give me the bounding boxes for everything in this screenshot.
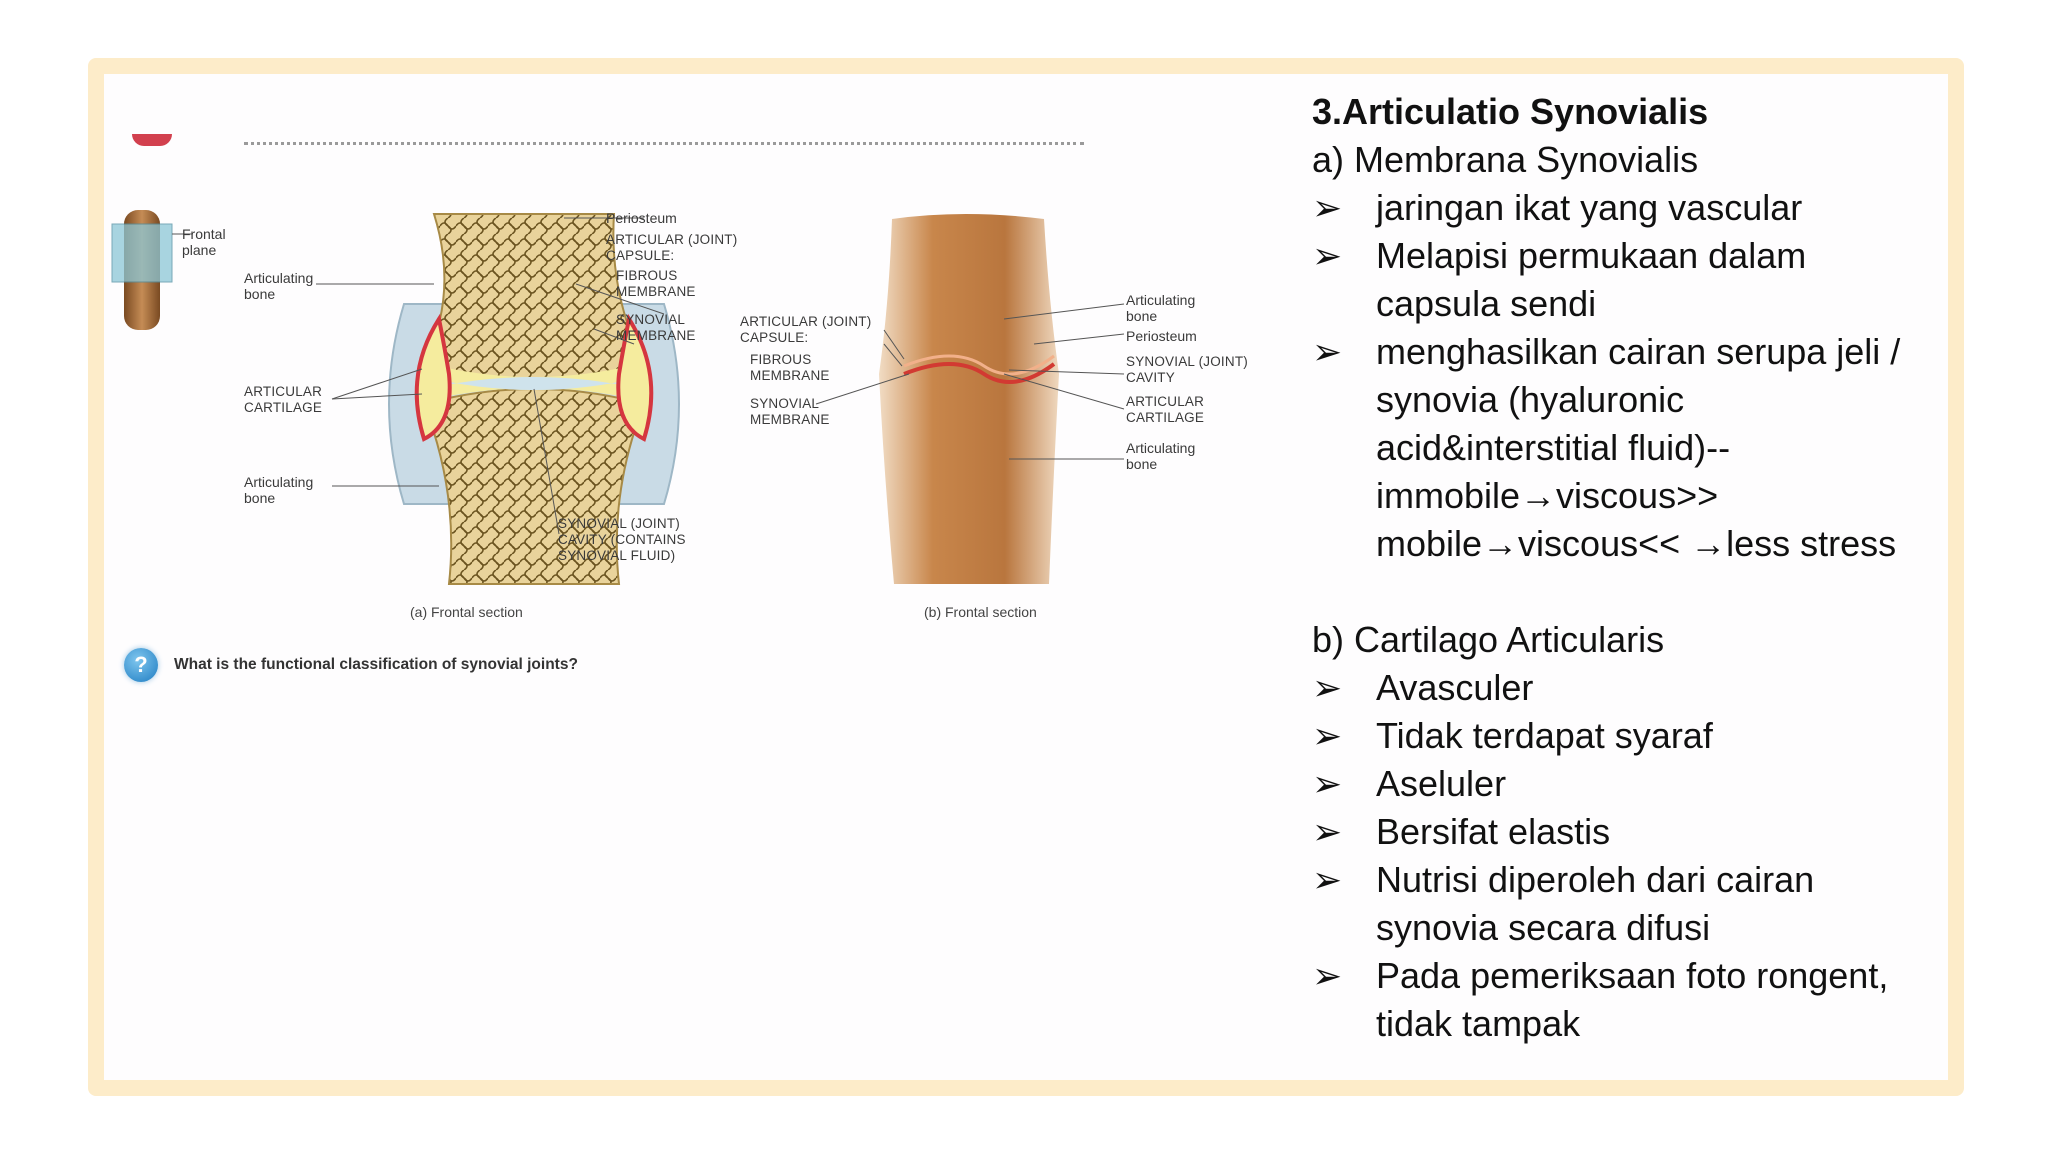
label-synovial-membrane-a: SYNOVIAL MEMBRANE — [616, 312, 696, 343]
label-periosteum-b: Periosteum — [1126, 328, 1197, 344]
label-articulating-bone-bottom-b: Articulating bone — [1126, 440, 1196, 472]
synovial-joint-figure — [104, 74, 1304, 794]
review-question — [124, 648, 578, 682]
arrow-bullet-icon: ➢ — [1312, 667, 1343, 708]
slide-content — [104, 74, 1948, 1080]
joint-illustration — [104, 74, 1304, 794]
section-a-bullet — [1312, 328, 1972, 568]
caption-b: (b) Frontal section — [924, 604, 1037, 620]
section-a-bullets — [1312, 184, 1972, 568]
label-synovial-cavity-a: SYNOVIAL (JOINT) CAVITY (CONTAINS SYNOVIAL FLUID) — [558, 516, 686, 563]
arrow-bullet-icon: ➢ — [1312, 715, 1343, 756]
slide-frame — [88, 58, 1964, 1096]
label-fibrous-membrane-a: FIBROUS MEMBRANE — [616, 268, 696, 299]
finger-thumbnail — [112, 210, 192, 330]
section-spacer — [1312, 568, 1972, 616]
label-articulating-bone-top-a: Articulating bone — [244, 270, 314, 302]
section-b-bullets — [1312, 664, 1972, 1048]
section-a-bullet — [1312, 184, 1972, 232]
section-a-bullet-text: jaringan ikat yang vascular — [1376, 187, 1803, 228]
section-a-bullet-text: menghasilkan cairan serupa jeli / synovia (hyaluronic acid&interstitial fluid)-- immobile→viscous>> mobile→viscous<< →less stress — [1376, 331, 1901, 564]
section-b-bullet — [1312, 808, 1972, 856]
label-synovial-cavity-b: SYNOVIAL (JOINT) CAVITY — [1126, 354, 1248, 385]
section-b-bullet-text: Bersifat elastis — [1376, 811, 1611, 852]
label-articular-capsule-a: ARTICULAR (JOINT) CAPSULE: — [606, 232, 738, 263]
section-a-title: a) Membrana Synovialis — [1312, 139, 1699, 180]
arrow-bullet-icon: ➢ — [1312, 331, 1343, 372]
arrow-bullet-icon: ➢ — [1312, 235, 1343, 276]
slide-heading: 3.Articulatio Synovialis — [1312, 91, 1709, 132]
label-articular-capsule-b: ARTICULAR (JOINT) CAPSULE: — [740, 314, 872, 345]
arrow-bullet-icon: ➢ — [1312, 955, 1343, 996]
section-b-title: b) Cartilago Articularis — [1312, 619, 1665, 660]
text-column — [1312, 88, 1972, 1048]
label-synovial-membrane-b: SYNOVIAL MEMBRANE — [750, 396, 830, 427]
label-fibrous-membrane-b: FIBROUS MEMBRANE — [750, 352, 830, 383]
frontal-section-photo-b — [816, 214, 1124, 584]
section-b-bullet — [1312, 760, 1972, 808]
caption-a: (a) Frontal section — [410, 604, 523, 620]
label-periosteum-a: Periosteum — [606, 210, 677, 226]
section-b-bullet-text: Nutrisi diperoleh dari cairan synovia secara difusi — [1376, 859, 1815, 948]
arrow-bullet-icon: ➢ — [1312, 859, 1343, 900]
question-icon: ? — [124, 648, 158, 682]
section-b-bullet-text: Aseluler — [1376, 763, 1507, 804]
section-b-bullet — [1312, 856, 1972, 952]
question-text: What is the functional classification of synovial joints? — [174, 656, 578, 673]
section-a-bullet — [1312, 232, 1972, 328]
arrow-bullet-icon: ➢ — [1312, 187, 1343, 228]
section-a-bullet-text: Melapisi permukaan dalam capsula sendi — [1376, 235, 1807, 324]
label-articulating-bone-bottom-a: Articulating bone — [244, 474, 314, 506]
arrow-bullet-icon: ➢ — [1312, 811, 1343, 852]
label-articular-cartilage-b: ARTICULAR CARTILAGE — [1126, 394, 1205, 425]
section-b-bullet-text: Pada pemeriksaan foto rongent, tidak tampak — [1376, 955, 1889, 1044]
section-b-bullet — [1312, 664, 1972, 712]
label-frontal-plane: Frontal plane — [182, 226, 226, 258]
section-b-bullet-text: Avasculer — [1376, 667, 1534, 708]
label-articulating-bone-top-b: Articulating bone — [1126, 292, 1196, 324]
label-articular-cartilage-a: ARTICULAR CARTILAGE — [244, 384, 323, 415]
section-b-bullet — [1312, 712, 1972, 760]
section-b-bullet — [1312, 952, 1972, 1048]
section-b-bullet-text: Tidak terdapat syaraf — [1376, 715, 1713, 756]
arrow-bullet-icon: ➢ — [1312, 763, 1343, 804]
